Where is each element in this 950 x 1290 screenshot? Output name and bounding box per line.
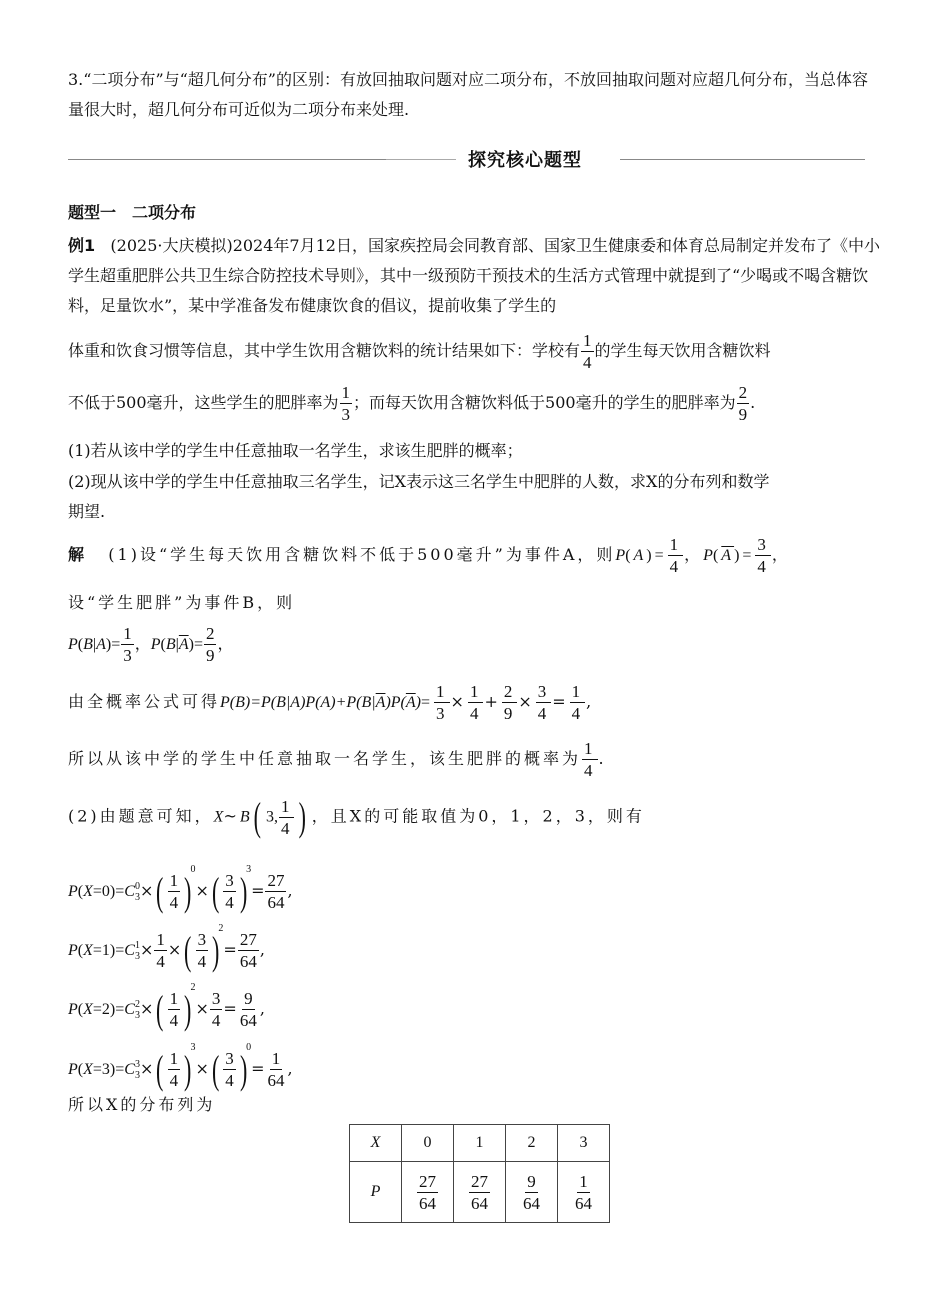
section-header <box>68 150 865 170</box>
divider-left <box>68 159 386 160</box>
solution-3: P(B|A)= $\frac{1}{3}$ ，$P(B|\overline{A})=$ $\frac{2}{9}$ ， <box>68 624 234 665</box>
section-title: 探究核心题型 <box>468 150 582 171</box>
table-row <box>350 1162 610 1223</box>
solution-6: (2)由题意可知，X~B( 3, $\frac{1}{4}$ ) ，且X的可能取值为0，1，2，3，则有 <box>68 794 645 839</box>
divider-right <box>620 159 865 160</box>
table-cell: 2 <box>506 1125 558 1162</box>
solution-1: 解 (1)设“学生每天饮用含糖饮料不低于500毫升”为事件A，则P(A)= $\frac{1}{4}$ ，$P(\overline{A})=$ $\frac{3}{4}$ ， <box>68 535 791 576</box>
table-cell: X <box>350 1125 402 1162</box>
table-cell: $\frac{1}{64}$ <box>558 1162 610 1223</box>
solution-4: 由全概率公式可得$P(B)=P(B|A)P(A)+P(B|\overline{A})P(\overline{A})=$ $\frac{1}{3}$ × $\frac{1}{4}$ + $\frac{2}{9}$ × $\frac{3}{4}$ = $\frac{1}{4}$ , <box>68 682 595 723</box>
table-cell: P <box>350 1162 402 1223</box>
table-cell: $\frac{27}{64}$ <box>454 1162 506 1223</box>
px3: P(X=3)=C 3 3 ×( $\frac{1}{4}$ )$^3$×( $\frac{3}{4}$ )$^0$= $\frac{1}{64}$ , <box>68 1042 293 1092</box>
question-1: (1)若从该中学的学生中任意抽取一名学生，求该生肥胖的概率； <box>68 441 523 460</box>
px0: P(X=0)=C 0 3 ×( $\frac{1}{4}$ )$^0$×( $\frac{3}{4}$ )$^3$= $\frac{27}{64}$ , <box>68 864 293 914</box>
table-cell: 0 <box>402 1125 454 1162</box>
example-para1: 例1 (2025·大庆模拟)2024年7月12日，国家疾控局会同教育部、国家卫生健康委和体育总局制定并发布了《中小学生超重肥胖公共卫生综合防控技术导则》，其中一级预防干预技术的生活方式管理中就提到了“少喝或不喝含糖饮料，足量饮水”，某中学准备发布健康饮食的倡议，提前收集了学生的 <box>68 236 880 315</box>
note-3: 3.“二项分布”与“超几何分布”的区别：有放回抽取问题对应二项分布，不放回抽取问题对应超几何分布，当总体容量很大时，超几何分布可近似为二项分布来处理. <box>68 70 868 119</box>
example-para2: 体重和饮食习惯等信息，其中学生饮用含糖饮料的统计结果如下：学校有 $\frac{1}{4}$ 的学生每天饮用含糖饮料 <box>68 331 771 372</box>
px1: P(X=1)=C 1 3 × $\frac{1}{4}$ ×( $\frac{3}{4}$ )$^2$= $\frac{27}{64}$ , <box>68 923 265 973</box>
table-cell: $\frac{9}{64}$ <box>506 1162 558 1223</box>
example-para3: 不低于500毫升，这些学生的肥胖率为 $\frac{1}{3}$ ；而每天饮用含糖饮料低于500毫升的学生的肥胖率为 $\frac{2}{9}$ . <box>68 383 756 424</box>
solution-2: 设“学生肥胖”为事件B，则 <box>68 593 296 612</box>
table-cell: 3 <box>558 1125 610 1162</box>
table-cell: $\frac{27}{64}$ <box>402 1162 454 1223</box>
table-cell: 1 <box>454 1125 506 1162</box>
solution-11: 所以X的分布列为 <box>68 1095 216 1114</box>
solution-5: 所以从该中学的学生中任意抽取一名学生，该生肥胖的概率为 $\frac{1}{4}$ . <box>68 739 607 780</box>
question-2: (2)现从该中学的学生中任意抽取三名学生，记X表示这三名学生中肥胖的人数，求X的分布列和数学 期望. <box>68 472 770 521</box>
table-header-row <box>350 1125 610 1162</box>
px2: P(X=2)=C 2 3 ×( $\frac{1}{4}$ )$^2$× $\frac{3}{4}$ = $\frac{9}{64}$ , <box>68 982 265 1032</box>
type-title: 题型一 二项分布 <box>68 203 197 222</box>
distribution-table <box>349 1124 610 1223</box>
